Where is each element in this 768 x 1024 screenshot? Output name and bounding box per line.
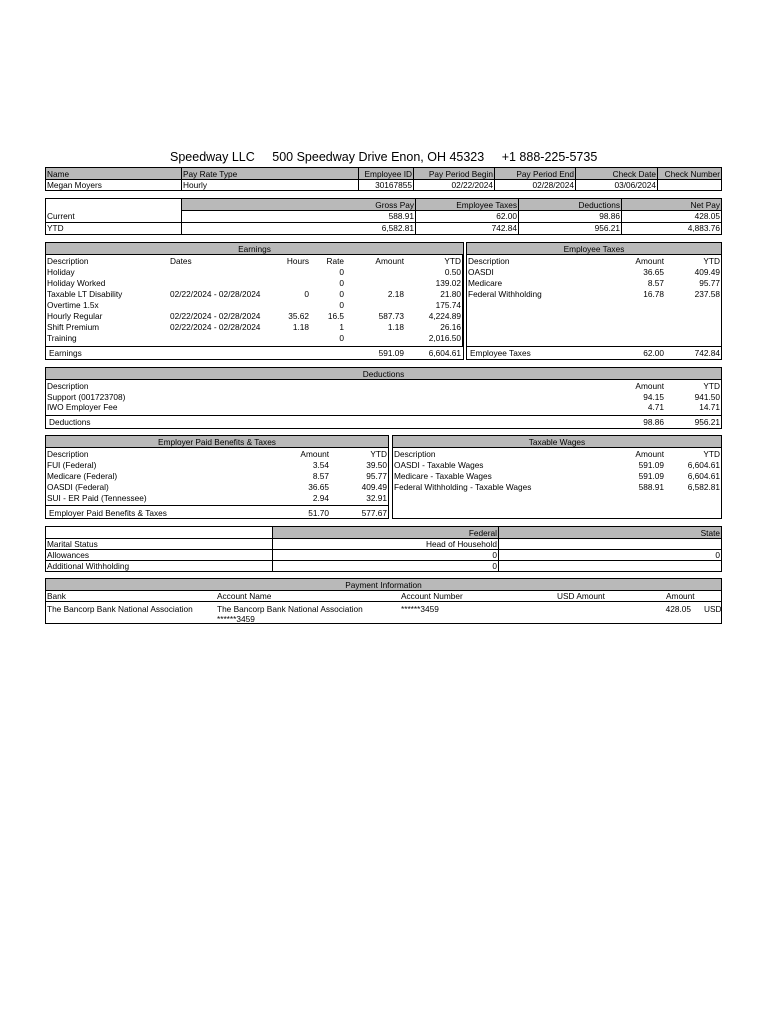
benefits-total-ytd: 577.67	[361, 508, 387, 518]
employee-id-header: Employee ID	[364, 169, 412, 179]
period-begin: 02/22/2024	[451, 180, 493, 190]
company-name: Speedway LLC	[170, 150, 255, 164]
name-header: Name	[47, 169, 70, 179]
payment-account-number: ******3459	[401, 604, 439, 614]
pay-rate-type: Hourly	[183, 180, 207, 190]
deductions-ytd-header: YTD	[703, 381, 720, 391]
payment-amount: 428.05	[665, 604, 691, 614]
ytd-net: 4,883.76	[687, 223, 720, 233]
federal-additional-withholding: 0	[492, 561, 497, 571]
deductions-description-header: Description	[47, 381, 89, 391]
taxes-description-header: Description	[468, 256, 510, 266]
deductions-total-ytd: 956.21	[694, 417, 720, 427]
earnings-ytd-header: YTD	[444, 256, 461, 266]
benefits-ytd-header: YTD	[370, 449, 387, 459]
check-date-header: Check Date	[612, 169, 656, 179]
company-header	[170, 150, 611, 164]
employee-taxes-table: Employee Taxes Description Amount YTD OASDI 36.65 409.49 Medicare 8.57 95.77 Federal Withholding 16.78 237.58 Employee Taxes 62.00 742.84	[468, 244, 720, 358]
deductions-header: Deductions	[578, 200, 620, 210]
deductions-total-label: Deductions	[49, 417, 91, 427]
payment-information-title: Payment Information	[345, 580, 422, 590]
state-allowances: 0	[715, 550, 720, 560]
earnings-rate-header: Rate	[326, 256, 344, 266]
wages-amount-header: Amount	[635, 449, 664, 459]
employee-taxes-header: Employee Taxes	[456, 200, 517, 210]
federal-marital-status: Head of Household	[425, 539, 497, 549]
taxable-wages-table: Taxable Wages Description Amount YTD OASDI - Taxable Wages 591.09 6,604.61 Medicare - Taxable Wages 591.09 6,604.61 Federal Withholding - Taxable Wages 588.91 6,582.81	[392, 435, 722, 519]
marital-status-label: Marital Status	[47, 539, 98, 549]
period-begin-header: Pay Period Begin	[428, 169, 493, 179]
taxes-ytd-header: YTD	[703, 256, 720, 266]
benefits-total-label: Employer Paid Benefits & Taxes	[49, 508, 167, 518]
summary-row-label: YTD	[47, 223, 64, 233]
earnings-description-header: Description	[47, 256, 89, 266]
payment-currency: USD	[704, 604, 722, 614]
current-taxes: 62.00	[496, 211, 517, 221]
earnings-total-label: Earnings	[49, 348, 82, 358]
bank-header: Bank	[47, 591, 66, 601]
amount-header: Amount	[666, 591, 695, 601]
employee-id: 30167855	[375, 180, 412, 190]
earnings-total-amount: 591.09	[378, 348, 404, 358]
earnings-total-ytd: 6,604.61	[428, 348, 461, 358]
deductions-table: Deductions Description Amount YTD Support (001723708) 94.15 941.50 IWO Employer Fee 4.71 14.71 Deductions 98.86 956.21	[47, 369, 720, 427]
additional-withholding-label: Additional Withholding	[47, 561, 130, 571]
federal-header: Federal	[468, 528, 497, 538]
employee-info-table	[45, 167, 722, 191]
deductions-title: Deductions	[362, 369, 405, 379]
check-number-header: Check Number	[664, 169, 720, 179]
payment-bank: The Bancorp Bank National Association	[47, 604, 193, 614]
taxes-total-amount: 62.00	[643, 348, 664, 358]
payment-account-name: The Bancorp Bank National Association	[217, 604, 363, 614]
ytd-gross: 6,582.81	[381, 223, 414, 233]
wages-description-header: Description	[394, 449, 436, 459]
federal-allowances: 0	[492, 550, 497, 560]
gross-pay-header: Gross Pay	[375, 200, 414, 210]
usd-amount-header: USD Amount	[557, 591, 605, 601]
ytd-taxes: 742.84	[491, 223, 517, 233]
account-number-header: Account Number	[401, 591, 463, 601]
payment-account-name-number: ******3459	[217, 614, 255, 624]
current-net: 428.05	[694, 211, 720, 221]
account-name-header: Account Name	[217, 591, 272, 601]
summary-row-label: Current	[47, 211, 75, 221]
payment-information-table	[45, 578, 722, 624]
withholding-table	[45, 526, 722, 572]
earnings-dates-header: Dates	[170, 256, 192, 266]
check-date: 03/06/2024	[614, 180, 656, 190]
taxable-wages-title: Taxable Wages	[528, 437, 586, 447]
state-header: State	[700, 528, 720, 538]
employer-benefits-table: Employer Paid Benefits & Taxes Description Amount YTD FUI (Federal) 3.54 39.50 Medicare (Federal) 8.57 95.77 OASDI (Federal) 36.65 409.49 SUI - ER Paid (Tennessee) 2.94 32.91 Employer Paid Benefits & Taxes 51.70 577.67	[47, 437, 387, 518]
earnings-title: Earnings	[238, 244, 271, 254]
earnings-hours-header: Hours	[286, 256, 309, 266]
deductions-amount-header: Amount	[635, 381, 664, 391]
wages-ytd-header: YTD	[703, 449, 720, 459]
benefits-total-amount: 51.70	[308, 508, 329, 518]
allowances-label: Allowances	[47, 550, 89, 560]
taxes-total-ytd: 742.84	[694, 348, 720, 358]
earnings-amount-header: Amount	[375, 256, 404, 266]
period-end-header: Pay Period End	[516, 169, 574, 179]
pay-rate-type-header: Pay Rate Type	[183, 169, 238, 179]
pay-summary-table	[45, 198, 722, 235]
employee-name: Megan Moyers	[47, 180, 102, 190]
employee-taxes-title: Employee Taxes	[563, 244, 625, 254]
benefits-amount-header: Amount	[300, 449, 329, 459]
current-gross: 588.91	[388, 211, 414, 221]
earnings-table: Earnings Description Dates Hours Rate Amount YTD Holiday 0 0.50 Holiday Worked 0 139.02 Taxable LT Disability 02/22/2024 - 02/28/2024 0 0 2.18 21.80 Overtime 1.5x 0 175.74 Hourly Regular 02/22/2024 - 02/28/2024 35.62 16.5 587.73 4,224.89 Shift Premium 02/22/2024 - 02/28/2024 1.18 1 1.18 26.16 Training 0 2,016.50 Earnings 591.09 6,604.61	[45, 242, 464, 360]
ytd-deductions: 956.21	[594, 223, 620, 233]
period-end: 02/28/2024	[532, 180, 574, 190]
current-deductions: 98.86	[599, 211, 620, 221]
net-pay-header: Net Pay	[690, 200, 720, 210]
taxes-amount-header: Amount	[635, 256, 664, 266]
deductions-total-amount: 98.86	[643, 417, 664, 427]
employer-benefits-title: Employer Paid Benefits & Taxes	[158, 437, 276, 447]
benefits-description-header: Description	[47, 449, 89, 459]
taxes-total-label: Employee Taxes	[470, 348, 531, 358]
company-phone: +1 888-225-5735	[501, 150, 598, 164]
company-address: 500 Speedway Drive Enon, OH 45323	[272, 150, 485, 164]
